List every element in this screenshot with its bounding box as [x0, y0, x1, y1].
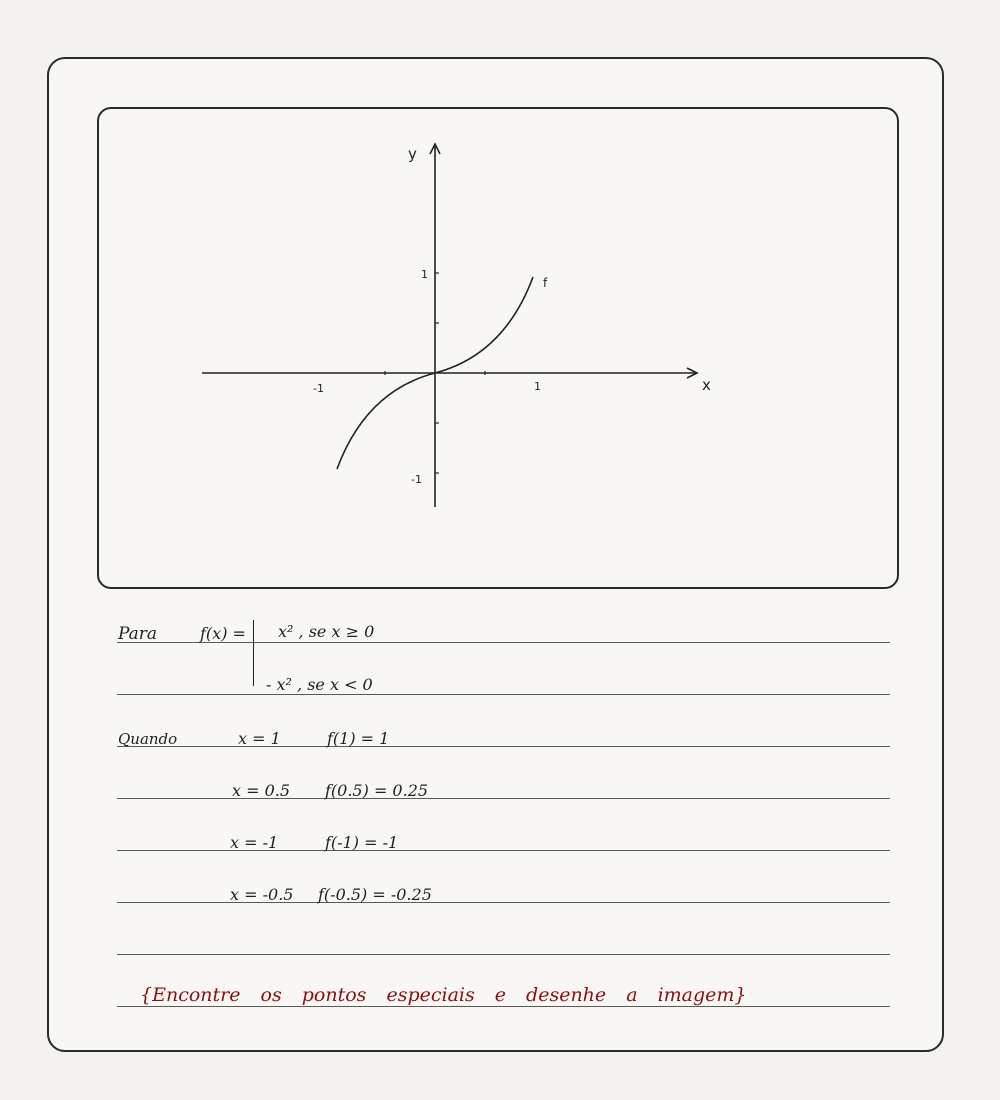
- function-name: f(x) =: [200, 624, 246, 643]
- ruled-line: [117, 1006, 890, 1007]
- graph-frame: [97, 107, 899, 589]
- y-axis-label: y: [408, 145, 417, 163]
- case-positive: x² , se x ≥ 0: [278, 622, 375, 641]
- x-value: x = 0.5: [232, 781, 291, 800]
- para-label: Para: [118, 624, 158, 644]
- instruction-text: {Encontre os pontos especiais e desenhe a imagem}: [140, 984, 747, 1006]
- function-graph: [99, 109, 901, 591]
- x-value: x = -0.5: [230, 885, 294, 904]
- x-value: x = -1: [230, 833, 279, 852]
- ruled-line: [117, 954, 890, 955]
- f-value: f(-1) = -1: [325, 833, 399, 852]
- f-value: f(0.5) = 0.25: [325, 781, 429, 800]
- f-value: f(-0.5) = -0.25: [318, 885, 432, 904]
- tick-label-x-neg: -1: [313, 382, 324, 395]
- case-negative: - x² , se x < 0: [266, 675, 373, 694]
- x-axis-label: x: [702, 376, 711, 394]
- curve-label: f: [543, 276, 548, 290]
- ruled-line: [117, 746, 890, 747]
- f-value: f(1) = 1: [327, 729, 390, 748]
- tick-label-x-pos: 1: [534, 380, 541, 393]
- tick-label-y-pos: 1: [421, 268, 428, 281]
- x-value: x = 1: [238, 729, 281, 748]
- ruled-line: [117, 694, 890, 695]
- brace-icon: [253, 620, 264, 686]
- quando-label: Quando: [118, 730, 178, 748]
- tick-label-y-neg: -1: [411, 473, 422, 486]
